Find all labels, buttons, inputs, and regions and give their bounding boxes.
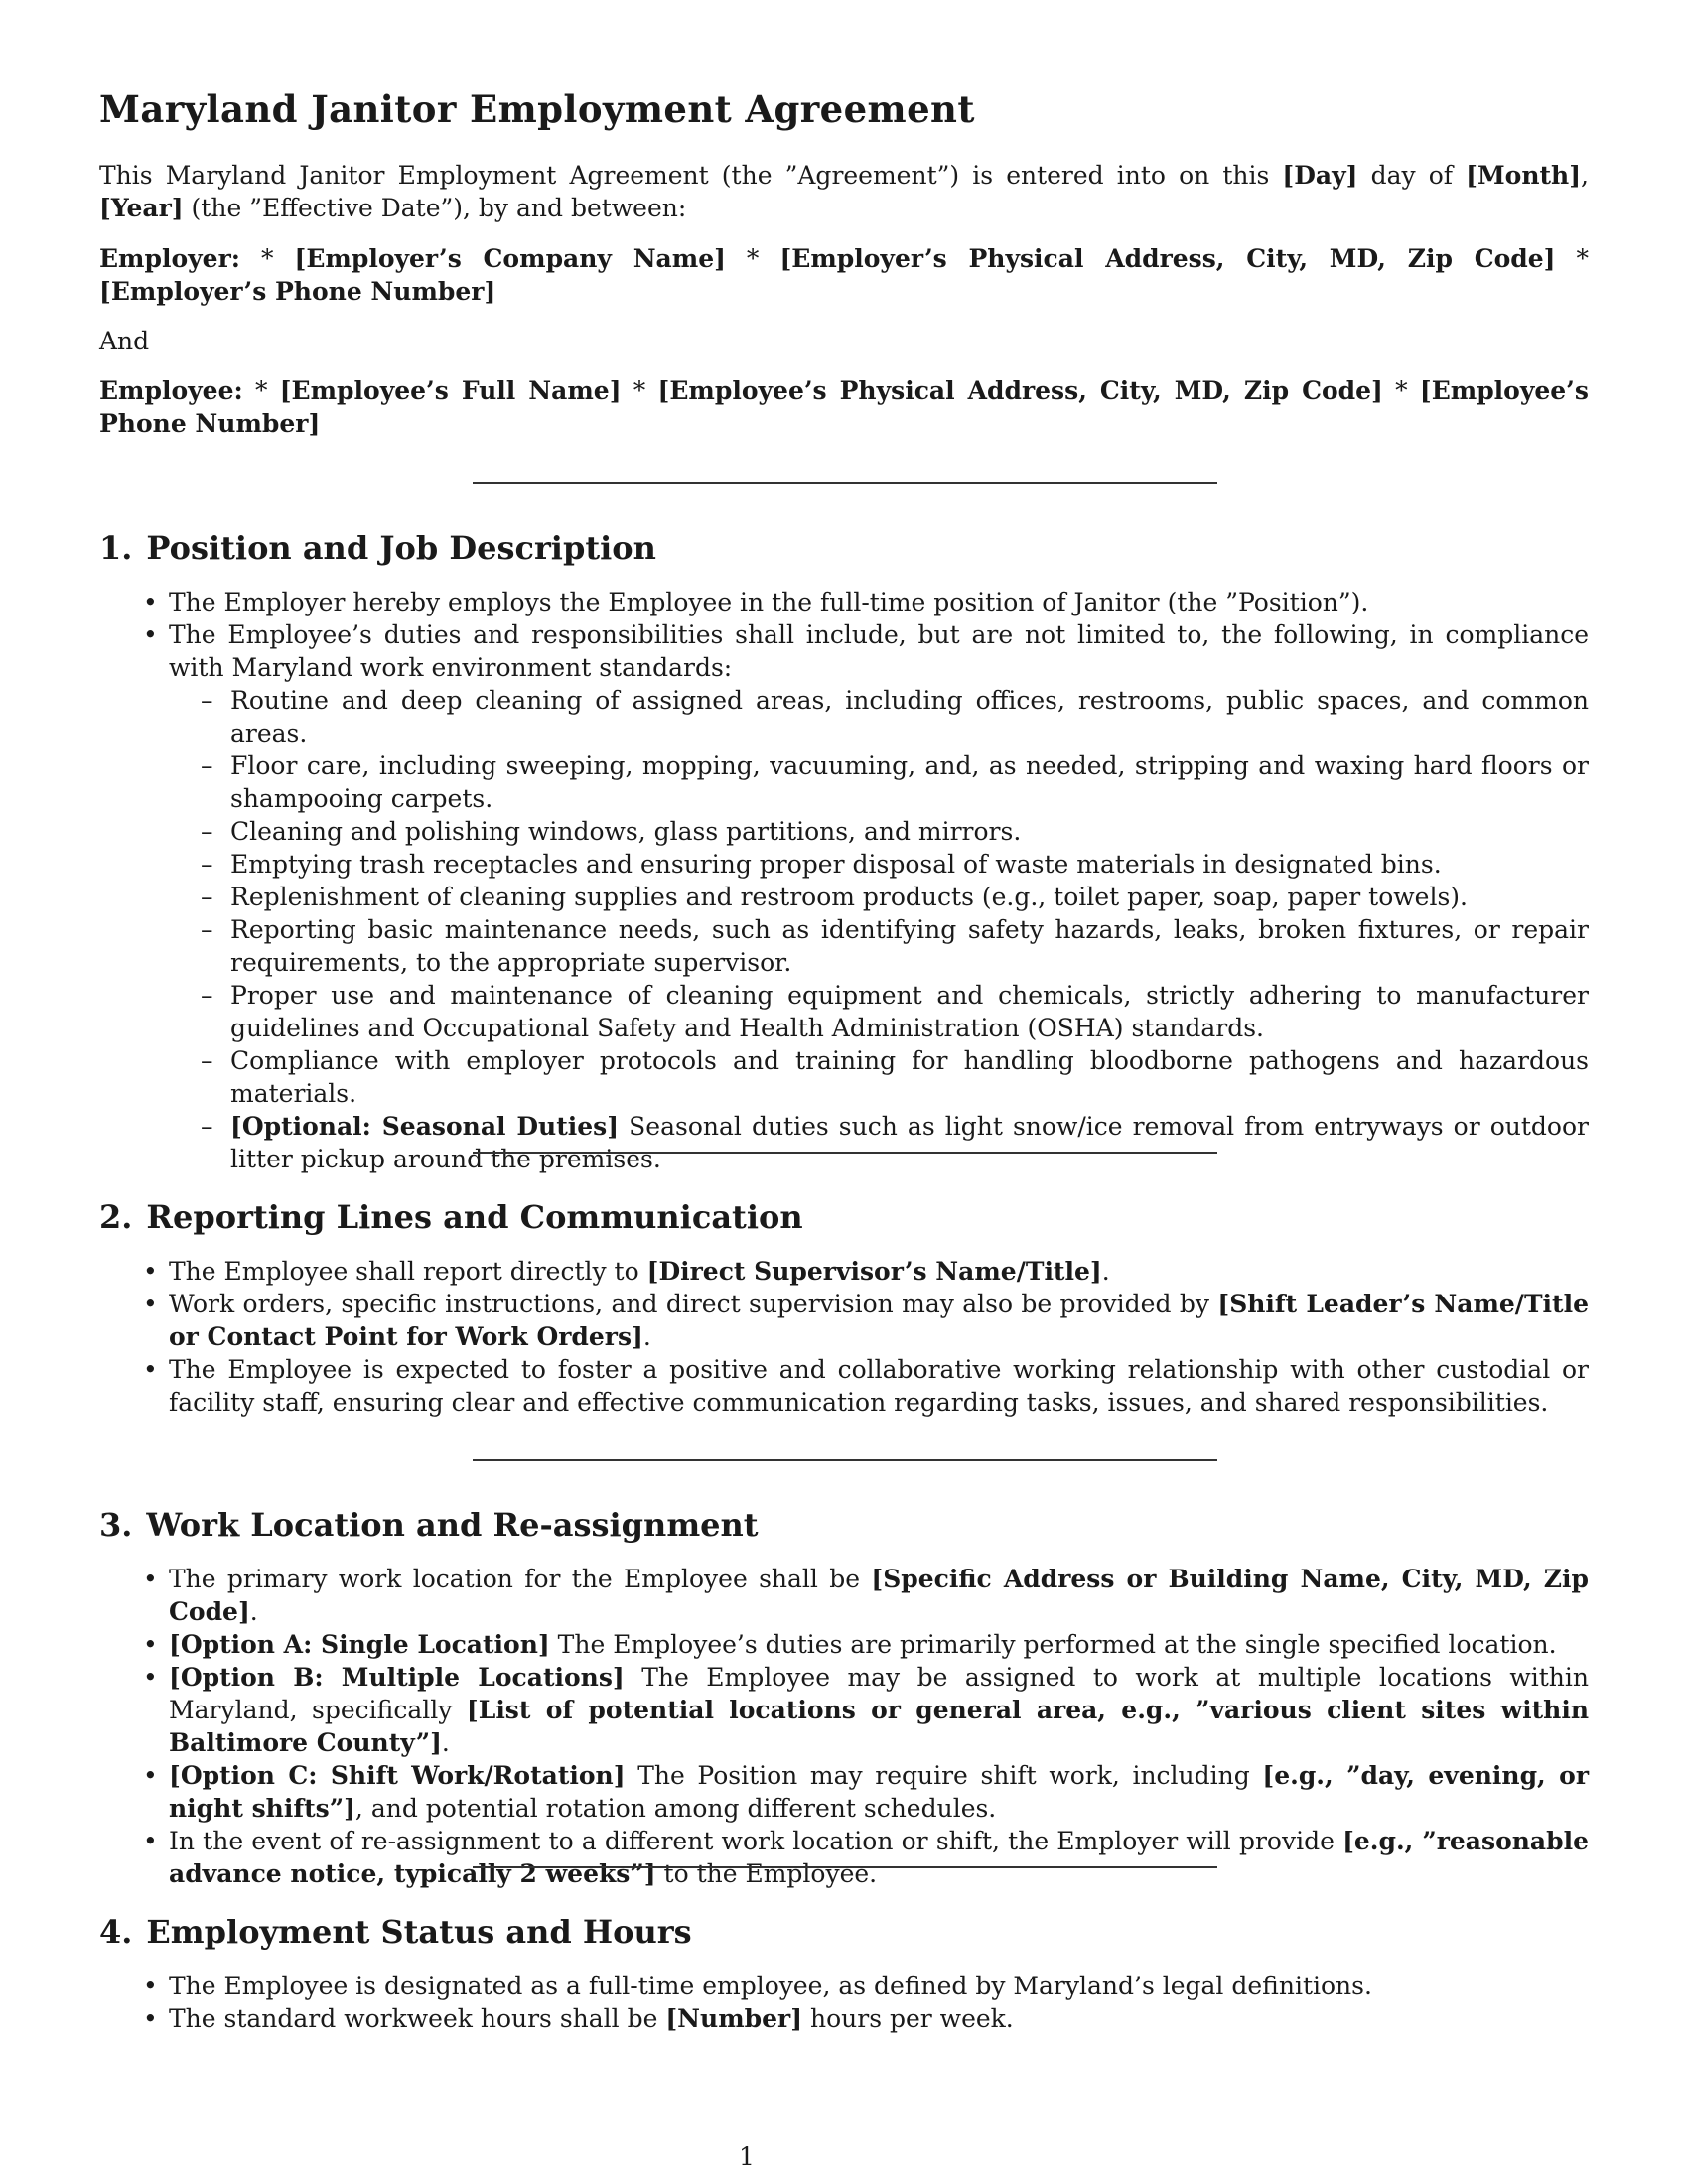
- list-item-text: In the event of re-assignment to a different work location or shift, the Employer will provide: [169, 1827, 1343, 1855]
- section-heading: Work Location and Re-assignment: [146, 1506, 759, 1544]
- list-item: [99, 1628, 1589, 1661]
- section-3-title: [99, 1506, 759, 1544]
- employer-block: [99, 242, 1589, 308]
- separator: *: [242, 376, 280, 405]
- list-item-text: The primary work location for the Employee shall be: [169, 1565, 872, 1593]
- year-placeholder: [Year]: [99, 194, 184, 222]
- list-item-text: The Employee may be assigned to work at multiple locations within Maryland, specifically: [169, 1663, 1590, 1724]
- list-item-text: hours per week.: [802, 2004, 1014, 2033]
- locations-placeholder: [List of potential locations or general area, e.g., ”various client sites within Baltimore County”]: [169, 1696, 1589, 1757]
- list-item-text: .: [1101, 1257, 1110, 1286]
- section-1-title: [99, 529, 656, 567]
- list-item-text: .: [441, 1728, 450, 1757]
- notice-placeholder: [e.g., ”reasonable advance notice, typically 2 weeks”]: [169, 1827, 1589, 1888]
- and-text: And: [99, 327, 150, 355]
- list-item: [99, 618, 1589, 1175]
- employer-address-placeholder: [Employer’s Physical Address, City, MD, Zip Code]: [779, 244, 1556, 273]
- duties-list: [169, 684, 1589, 1175]
- duty-item: – Cleaning and polishing windows, glass partitions, and mirrors.: [169, 815, 1589, 848]
- list-item: [99, 1288, 1589, 1353]
- duty-item: – Floor care, including sweeping, mopping, vacuuming, and, as needed, stripping and waxing hard floors or shampooing carpets.: [169, 750, 1589, 815]
- section-1-list: [99, 586, 1589, 1175]
- intro-text: This Maryland Janitor Employment Agreement (the ”Agreement”) is entered into on this: [99, 161, 1283, 190]
- separator: *: [1382, 376, 1420, 405]
- section-heading: Position and Job Description: [146, 529, 656, 567]
- section-heading: Reporting Lines and Communication: [146, 1198, 803, 1236]
- duty-item: – Replenishment of cleaning supplies and restroom products (e.g., toilet paper, soap, paper towels).: [169, 881, 1589, 913]
- list-item-text: , and potential rotation among different schedules.: [354, 1794, 997, 1823]
- list-item-text: The standard workweek hours shall be: [169, 2004, 666, 2033]
- optional-text: Seasonal duties such as light snow/ice removal from entryways or outdoor litter pickup around the premises.: [230, 1112, 1589, 1173]
- section-3-list: [99, 1563, 1589, 1890]
- document-title: Maryland Janitor Employment Agreement: [99, 87, 975, 131]
- list-item-text: The Employee shall report directly to: [169, 1257, 647, 1286]
- employee-label: Employee:: [99, 376, 243, 405]
- intro-text: ,: [1581, 161, 1589, 190]
- section-divider: [473, 1866, 1217, 1868]
- section-number: 4.: [99, 1913, 133, 1951]
- shifts-placeholder: [e.g., ”day, evening, or night shifts”]: [169, 1761, 1589, 1823]
- duty-item: – Reporting basic maintenance needs, such as identifying safety hazards, leaks, broken fixtures, or repair requirements, to the appropriate supervisor.: [169, 913, 1589, 979]
- list-item: [99, 1563, 1589, 1628]
- document-page: [99, 0, 1589, 2184]
- section-number: 3.: [99, 1506, 133, 1544]
- separator: *: [240, 244, 295, 273]
- section-divider: [473, 482, 1217, 484]
- section-number: 1.: [99, 529, 133, 567]
- page-number: 1: [739, 2142, 755, 2171]
- list-item-text: Work orders, specific instructions, and direct supervision may also be provided by: [169, 1290, 1218, 1318]
- supervisor-placeholder: [Direct Supervisor’s Name/Title]: [646, 1257, 1102, 1286]
- shift-leader-placeholder: [Shift Leader’s Name/Title or Contact Point for Work Orders]: [169, 1290, 1589, 1351]
- employer-phone-placeholder: [Employer’s Phone Number]: [99, 277, 496, 306]
- month-placeholder: [Month]: [1466, 161, 1582, 190]
- list-item: • The Employee is expected to foster a positive and collaborative working relationship with other custodial or facility staff, ensuring clear and effective communication regarding tasks, issues, and shared responsibilities.: [99, 1353, 1589, 1419]
- list-item: • The Employee is designated as a full-time employee, as defined by Maryland’s legal definitions.: [99, 1970, 1589, 2002]
- section-2-title: [99, 1198, 803, 1236]
- duty-item: – Emptying trash receptacles and ensuring proper disposal of waste materials in designated bins.: [169, 848, 1589, 881]
- duty-item: [169, 1110, 1589, 1175]
- list-item: [99, 2002, 1589, 2035]
- section-2-list: [99, 1255, 1589, 1419]
- option-a-label: [Option A: Single Location]: [169, 1630, 550, 1659]
- employee-phone-placeholder: [Employee’s Phone Number]: [99, 376, 1589, 438]
- employee-block: [99, 374, 1589, 440]
- employer-name-placeholder: [Employer’s Company Name]: [294, 244, 726, 273]
- intro-paragraph: [99, 159, 1589, 224]
- optional-label: [Optional: Seasonal Duties]: [230, 1112, 620, 1141]
- section-divider: [473, 1152, 1217, 1154]
- intro-text: (the ”Effective Date”), by and between:: [183, 194, 687, 222]
- list-item: [99, 1825, 1589, 1890]
- day-placeholder: [Day]: [1282, 161, 1358, 190]
- list-item-text: The Employee’s duties and responsibilities shall include, but are not limited to, the following, in compliance with Maryland work environment standards:: [169, 620, 1589, 682]
- work-location-placeholder: [Specific Address or Building Name, City, MD, Zip Code]: [169, 1565, 1590, 1626]
- list-item-text: The Position may require shift work, including: [625, 1761, 1263, 1790]
- duty-item: – Compliance with employer protocols and training for handling bloodborne pathogens and hazardous materials.: [169, 1044, 1589, 1110]
- section-4-title: [99, 1913, 692, 1951]
- hours-placeholder: [Number]: [665, 2004, 803, 2033]
- list-item: • The Employer hereby employs the Employee in the full-time position of Janitor (the ”Position”).: [99, 586, 1589, 618]
- option-c-label: [Option C: Shift Work/Rotation]: [169, 1761, 626, 1790]
- section-4-list: [99, 1970, 1589, 2035]
- option-b-label: [Option B: Multiple Locations]: [169, 1663, 625, 1692]
- list-item-text: .: [249, 1597, 258, 1626]
- section-number: 2.: [99, 1198, 133, 1236]
- employee-name-placeholder: [Employee’s Full Name]: [279, 376, 622, 405]
- intro-text: day of: [1357, 161, 1467, 190]
- duty-item: – Proper use and maintenance of cleaning equipment and chemicals, strictly adhering to manufacturer guidelines and Occupational Safety and Health Administration (OSHA) standards.: [169, 979, 1589, 1044]
- list-item-text: The Employee’s duties are primarily performed at the single specified location.: [549, 1630, 1557, 1659]
- list-item-text: .: [642, 1322, 651, 1351]
- list-item: [99, 1661, 1589, 1759]
- separator: *: [621, 376, 658, 405]
- list-item: [99, 1759, 1589, 1825]
- section-divider: [473, 1459, 1217, 1461]
- separator: *: [1555, 244, 1589, 273]
- duty-item: – Routine and deep cleaning of assigned areas, including offices, restrooms, public spaces, and common areas.: [169, 684, 1589, 750]
- section-heading: Employment Status and Hours: [146, 1913, 692, 1951]
- list-item-text: to the Employee.: [655, 1859, 878, 1888]
- separator: *: [725, 244, 780, 273]
- employee-address-placeholder: [Employee’s Physical Address, City, MD, Zip Code]: [657, 376, 1383, 405]
- employer-label: Employer:: [99, 244, 240, 273]
- list-item: [99, 1255, 1589, 1288]
